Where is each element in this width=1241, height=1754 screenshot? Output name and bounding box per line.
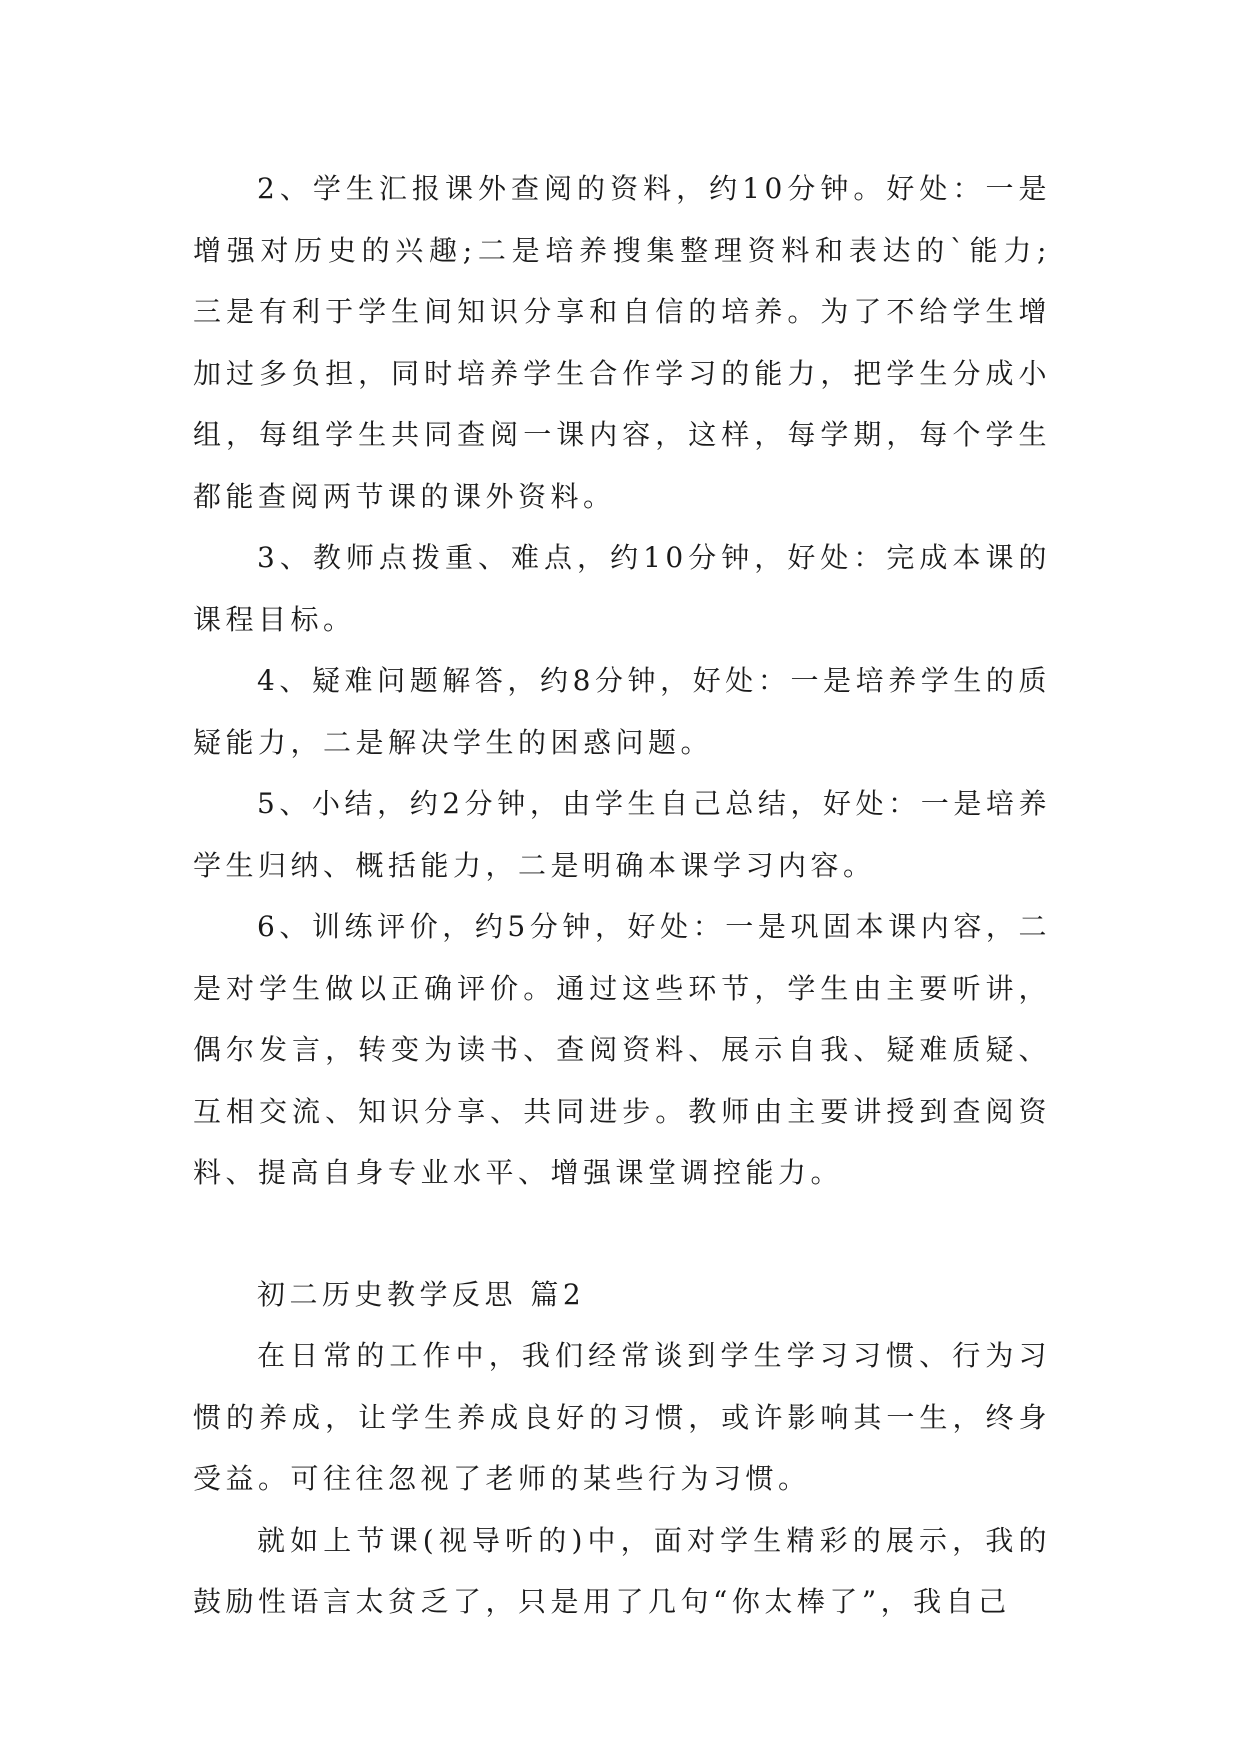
section-heading: 初二历史教学反思 篇2 [257, 1277, 586, 1311]
paragraph-step-6: 6、训练评价，约5分钟，好处：一是巩固本课内容，二是对学生做以正确评价。通过这些环节，学生由主要听讲，偶尔发言，转变为读书、查阅资料、展示自我、疑难质疑、互相交流、知识分享、共同进步。教师由主要讲授到查阅资料、提高自身专业水平、增强课堂调控能力。 [193, 910, 1051, 1189]
paragraph-step-3: 3、教师点拨重、难点，约10分钟，好处：完成本课的课程目标。 [193, 541, 1051, 636]
paragraph-step-4: 4、疑难问题解答，约8分钟，好处：一是培养学生的质疑能力，二是解决学生的困惑问题。 [193, 664, 1051, 759]
paragraph-intro: 在日常的工作中，我们经常谈到学生学习习惯、行为习惯的养成，让学生养成良好的习惯，或许影响其一生，终身受益。可往往忽视了老师的某些行为习惯。 [193, 1339, 1051, 1495]
paragraph-example: 就如上节课(视导听的)中，面对学生精彩的展示，我的鼓励性语言太贫乏了，只是用了几句“你太棒了”，我自己 [193, 1523, 1051, 1618]
paragraph-step-5: 5、小结，约2分钟，由学生自己总结，好处：一是培养学生归纳、概括能力，二是明确本课学习内容。 [193, 787, 1051, 882]
document-body [193, 158, 1051, 1633]
paragraph-step-2: 2、学生汇报课外查阅的资料，约10分钟。好处：一是增强对历史的兴趣;二是培养搜集整理资料和表达的`能力;三是有利于学生间知识分享和自信的培养。为了不给学生增加过多负担，同时培养学生合作学习的能力，把学生分成小组，每组学生共同查阅一课内容，这样，每学期，每个学生都能查阅两节课的课外资料。 [193, 172, 1051, 513]
section-spacer [193, 1204, 1051, 1264]
